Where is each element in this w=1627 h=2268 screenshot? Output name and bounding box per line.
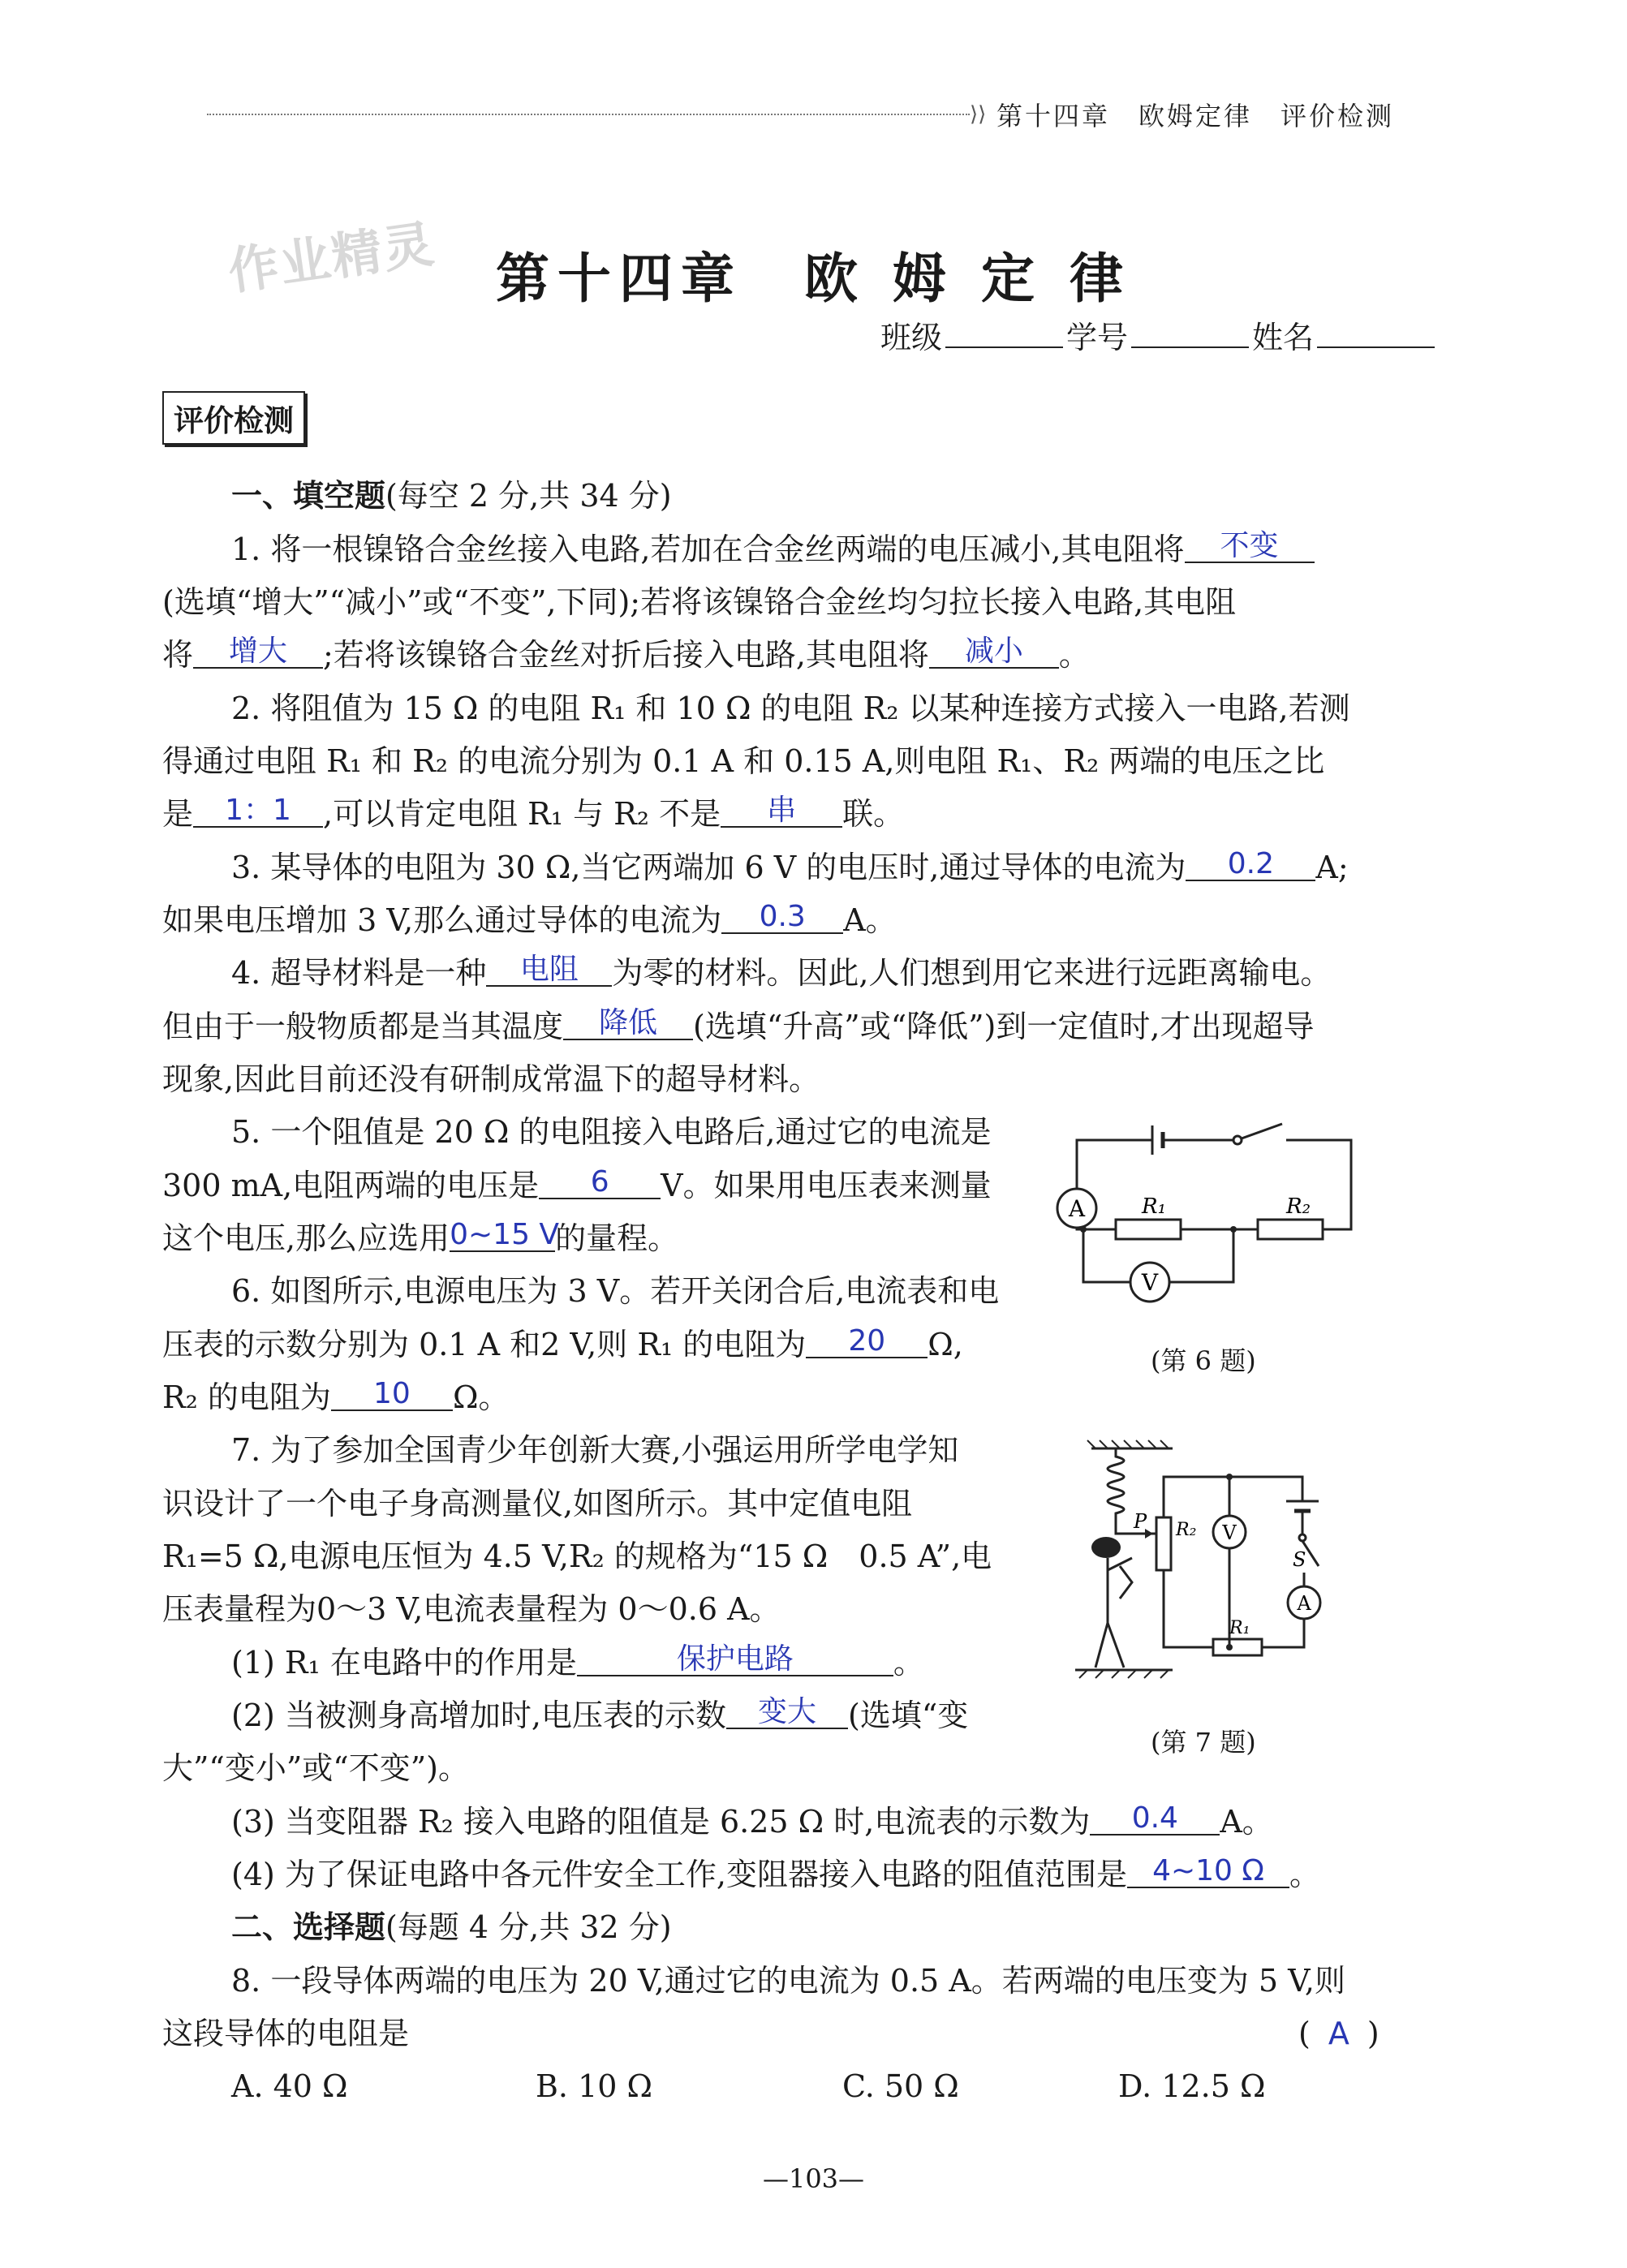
q1-answer-1[interactable]: 不变 [1185,531,1315,563]
q7-sub4: (4) 为了保证电路中各元件安全工作,变阻器接入电路的阻值范围是 4~10 Ω 。 [231,1854,1321,1892]
q7-sub3: (3) 当变阻器 R₂ 接入电路的阻值是 6.25 Ω 时,电流表的示数为 0.4 A。 [231,1801,1273,1840]
q1-line1: 1. 将一根镍铬合金丝接入电路,若加在合金丝两端的电压减小,其电阻将 不变 [231,529,1315,570]
class-field[interactable] [945,322,1063,348]
figure-6-caption: (第 6 题) [1151,1345,1256,1376]
q3-line1: 3. 某导体的电阻为 30 Ω,当它两端加 6 V 的电压时,通过导体的电流为 0.2 A; [231,847,1349,885]
person-legs [1095,1623,1124,1668]
q1-answer-3[interactable]: 减小 [929,636,1059,669]
person-arm [1108,1558,1132,1570]
junction-dot-left [1080,1226,1087,1233]
person-pointer [1120,1566,1132,1599]
voltmeter-label: V [1222,1521,1237,1544]
ammeter-label: A [1068,1195,1086,1222]
q4-answer-2[interactable]: 降低 [563,1008,693,1040]
q8-line1: 8. 一段导体两端的电压为 20 V,通过它的电流为 0.5 A。若两端的电压变为 5 V,则 [231,1963,1345,1999]
wire-top [1164,1477,1302,1517]
watermark-logo: 作业精灵 [224,213,439,302]
q3-answer-2[interactable]: 0.3 [721,902,843,934]
q6-line2: 压表的示数分别为 0.1 A 和2 V,则 R₁ 的电阻为 20 Ω, [162,1324,963,1362]
slider-label: P [1134,1510,1147,1533]
wire-ammeter-down [1262,1619,1304,1647]
number-field[interactable] [1131,322,1249,348]
q1-line3: 将 增大 ;若将该镍铬合金丝对折后接入电路,其电阻将 减小 。 [162,635,1090,673]
resistor-r1 [1116,1220,1181,1239]
q8-option-b[interactable]: B. 10 Ω [536,2068,653,2104]
junction-dot-bottom [1226,1644,1233,1650]
name-label: 姓名 [1252,320,1315,355]
class-label: 班级 [880,320,943,355]
header-rule [207,114,970,115]
figure-6-circuit [1051,1116,1375,1319]
junction-dot [1230,1226,1237,1233]
q8-answer-bracket: ( A ) [1298,2013,1380,2054]
q4-line3: 现象,因此目前还没有研制成常温下的超导材料。 [162,1061,820,1097]
q8-answer[interactable]: A [1328,2016,1349,2051]
voltmeter-label: V [1141,1269,1159,1296]
q6-answer-2[interactable]: 10 [331,1379,453,1411]
q5-line2: 300 mA,电阻两端的电压是 6 V。如果用电压表来测量 [162,1165,992,1203]
q2-answer-2[interactable]: 串 [721,795,842,828]
q6-answer-1[interactable]: 20 [806,1326,928,1358]
switch-pivot [1233,1136,1242,1144]
switch-pivot [1299,1534,1306,1541]
part2-heading: 二、选择题(每题 4 分,共 32 分) [231,1909,672,1945]
part1-heading: 一、填空题(每空 2 分,共 34 分) [231,478,672,514]
q4-line1: 4. 超导材料是一种 电阻 为零的材料。因此,人们想到用它来进行远距离输电。 [231,953,1332,991]
q7-line1: 7. 为了参加全国青少年创新大赛,小强运用所学电学知 [231,1432,959,1468]
q7-answer-4[interactable]: 4~10 Ω [1127,1856,1289,1888]
switch-label: S [1293,1548,1306,1571]
q7-line4: 压表量程为0～3 V,电流表量程为 0～0.6 A。 [162,1591,781,1627]
q5-line1: 5. 一个阻值是 20 Ω 的电阻接入电路后,通过它的电流是 [231,1114,992,1150]
q7-answer-1[interactable]: 保护电路 [577,1644,893,1676]
running-header: 第十四章 欧姆定律 评价检测 [996,101,1395,131]
q7-sub2: (2) 当被测身高增加时,电压表的示数 变大 (选填“变 [231,1695,969,1733]
q3-line2: 如果电压增加 3 V,那么通过导体的电流为 0.3 A。 [162,900,897,938]
q7-answer-2[interactable]: 变大 [726,1697,848,1729]
q6-line3: R₂ 的电阻为 10 Ω。 [162,1377,510,1415]
q5-answer-2[interactable]: 0~15 V [450,1218,560,1251]
q8-option-c[interactable]: C. 50 Ω [842,2068,959,2104]
page-number: —103— [762,2163,865,2194]
resistor-r1 [1213,1639,1262,1655]
q2-line1: 2. 将阻值为 15 Ω 的电阻 R₁ 和 10 Ω 的电阻 R₂ 以某种连接方式接入一电路,若测 [231,691,1350,726]
spring [1108,1448,1124,1521]
q7-sub2-cont: 大”“变小”或“不变”)。 [162,1750,469,1786]
page-title: 第十四章 欧 姆 定 律 [496,247,1131,310]
r2-label: R₂ [1176,1520,1197,1540]
resistor-r2 [1156,1517,1171,1570]
junction-dot-top [1226,1474,1233,1480]
number-label: 学号 [1066,320,1129,355]
q6-line1: 6. 如图所示,电源电压为 3 V。若开关闭合后,电流表和电 [231,1273,1000,1309]
switch-blade [1242,1124,1282,1138]
ammeter-label: A [1297,1592,1311,1615]
r1-label: R₁ [1229,1618,1250,1638]
figure-7-caption: (第 7 题) [1151,1727,1256,1758]
q2-line2: 得通过电阻 R₁ 和 R₂ 的电流分别为 0.1 A 和 0.15 A,则电阻 R₁、R₂ 两端的电压之比 [162,743,1325,779]
q1-answer-2[interactable]: 增大 [193,636,323,669]
q2-answer-1[interactable]: 1：1 [193,795,323,828]
r2-label: R₂ [1286,1194,1311,1219]
q4-line2: 但由于一般物质都是当其温度 降低 (选填“升高”或“降低”)到一定值时,才出现超导 [162,1006,1315,1044]
wire-top-left [1077,1140,1152,1189]
q8-line2: 这段导体的电阻是 [162,2016,410,2051]
q8-option-d[interactable]: D. 12.5 Ω [1118,2068,1266,2104]
wire-bottom [1164,1570,1213,1647]
q7-answer-3[interactable]: 0.4 [1090,1803,1220,1835]
q7-sub1: (1) R₁ 在电路中的作用是 保护电路 。 [231,1642,924,1681]
header-arrow: ⟩⟩ [970,102,987,127]
section-label: 评价检测 [162,391,305,445]
q5-answer-1[interactable]: 6 [539,1167,661,1199]
q4-answer-1[interactable]: 电阻 [486,954,612,987]
q7-line3: R₁=5 Ω,电源电压恒为 4.5 V,R₂ 的规格为“15 Ω 0.5 A”,电 [162,1539,992,1574]
q1-line2: (选填“增大”“减小”或“不变”,下同);若将该镍铬合金丝均匀拉长接入电路,其电阻 [162,584,1237,620]
q8-option-a[interactable]: A. 40 Ω [231,2068,348,2104]
name-field[interactable] [1317,322,1435,348]
resistor-r2 [1258,1220,1323,1239]
person-head [1091,1537,1121,1558]
wire-voltmeter-left [1083,1229,1130,1282]
q5-line3: 这个电压,那么应选用0~15 V的量程。 [162,1218,679,1256]
wire-voltmeter-right [1169,1229,1233,1282]
q7-line2: 识设计了一个电子身高测量仪,如图所示。其中定值电阻 [162,1486,913,1521]
r1-label: R₁ [1142,1194,1166,1219]
student-info [880,312,1438,357]
q2-line3: 是 1：1 ,可以肯定电阻 R₁ 与 R₂ 不是 串 联。 [162,794,905,832]
q3-answer-1[interactable]: 0.2 [1186,849,1315,881]
figure-7-circuit [1075,1436,1367,1696]
